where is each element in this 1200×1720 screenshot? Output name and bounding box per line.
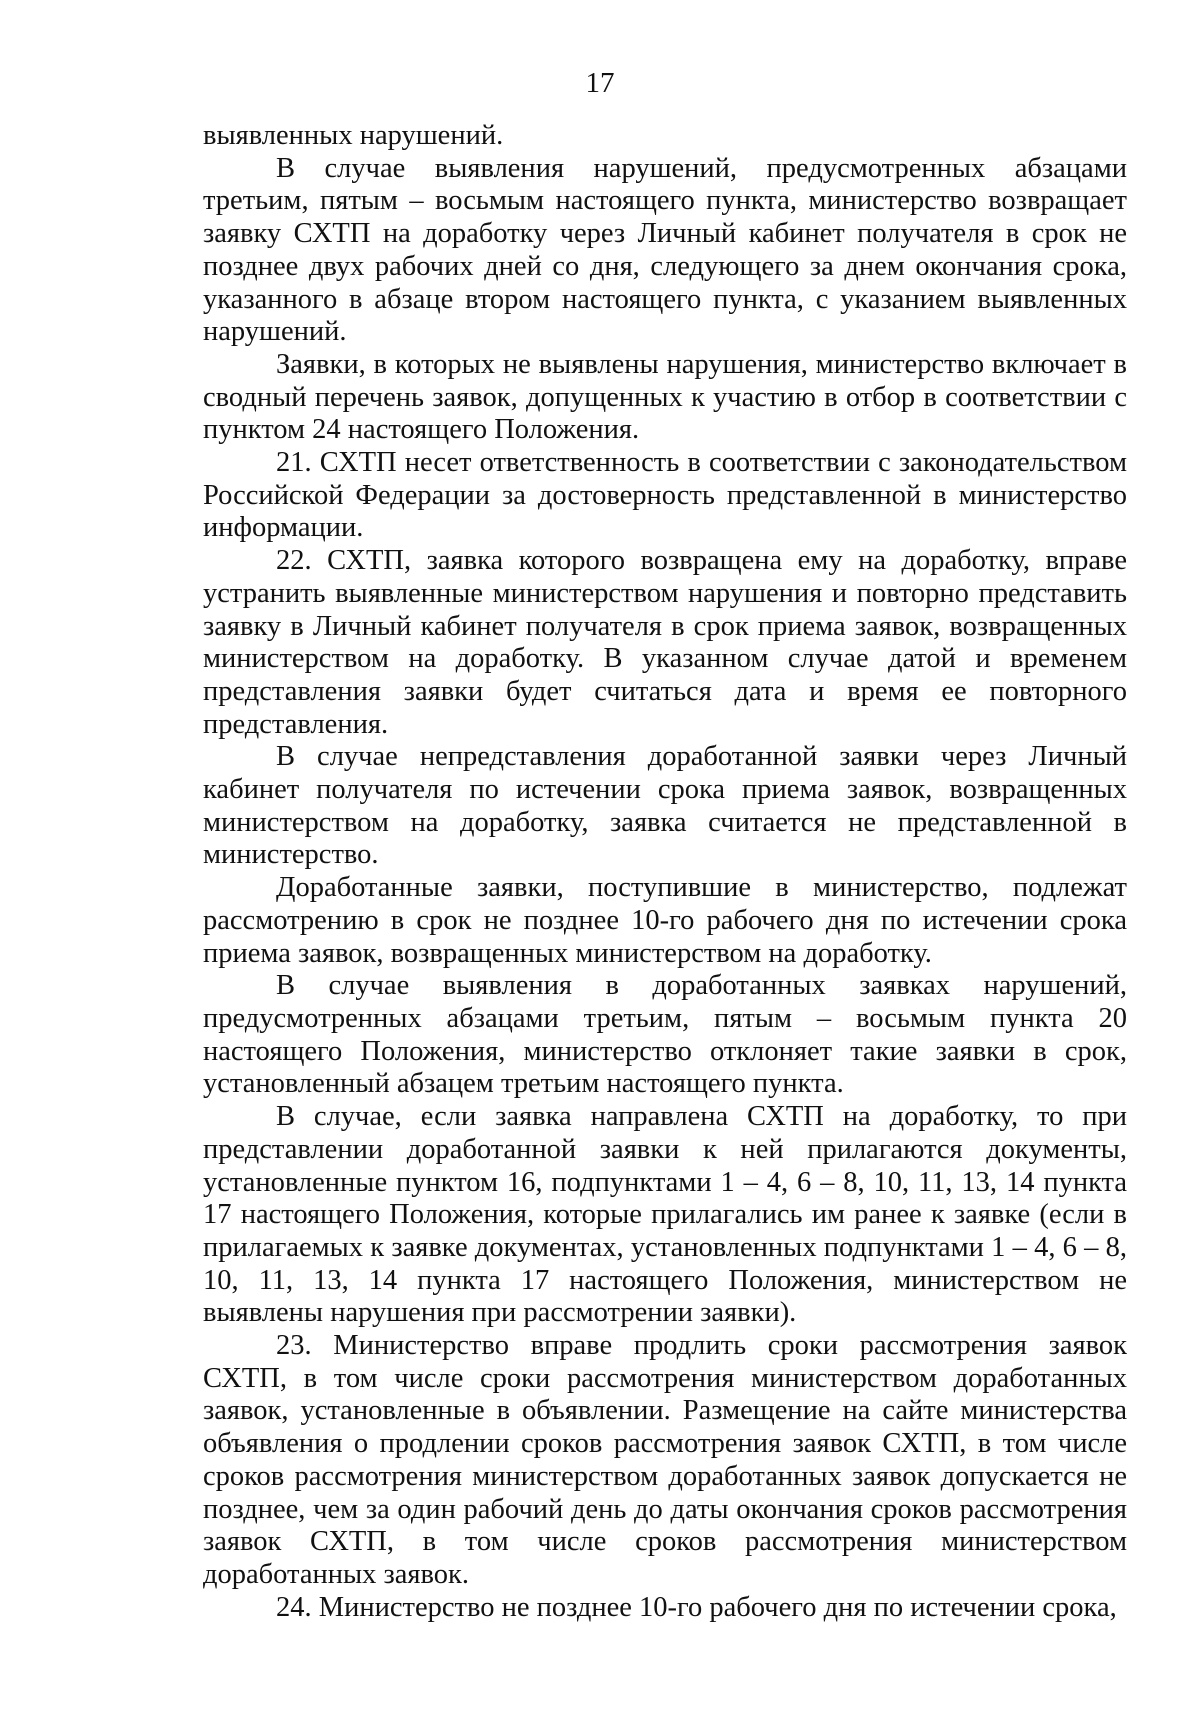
paragraph: В случае выявления нарушений, предусмотренных абзацами третьим, пятым – восьмым настоящего пункта, министерство возвращает заявку СХТП на доработку через Личный кабинет получателя в срок не позднее двух рабочих дней со дня, следующего за днем окончания срока, указанного в абзаце втором настоящего пункта, с указанием выявленных нарушений. [203,152,1127,348]
paragraph-item-23: 23. Министерство вправе продлить сроки рассмотрения заявок СХТП, в том числе сроки рассмотрения министерством доработанных заявок, установленные в объявлении. Размещение на сайте министерства объявления о продлении сроков рассмотрения заявок СХТП, в том числе сроков рассмотрения министерством доработанных заявок допускается не позднее, чем за один рабочий день до даты окончания сроков рассмотрения заявок СХТП, в том числе сроков рассмотрения министерством доработанных заявок. [203,1330,1127,1590]
paragraph-item-24: 24. Министерство не позднее 10-го рабочего дня по истечении срока, [276,1591,1117,1623]
document-body [203,120,1127,1624]
paragraph: Заявки, в которых не выявлены нарушения, министерство включает в сводный перечень заявок, допущенных к участию в отбор в соответствии с пунктом 24 настоящего Положения. [203,348,1127,446]
paragraph: В случае непредставления доработанной заявки через Личный кабинет получателя по истечении срока приема заявок, возвращенных министерством на доработку, заявка считается не представленной в министерство. [203,741,1127,871]
paragraph-item-21: 21. СХТП несет ответственность в соответствии с законодательством Российской Федерации за достоверность представленной в министерство информации. [203,447,1127,544]
page-number: 17 [585,67,615,99]
paragraph-item-22: 22. СХТП, заявка которого возвращена ему на доработку, вправе устранить выявленные министерством нарушения и повторно представить заявку в Личный кабинет получателя в срок приема заявок, возвращенных министерством на доработку. В указанном случае датой и временем представления заявки будет считаться дата и время ее повторного представления. [203,545,1127,740]
paragraph: Доработанные заявки, поступившие в министерство, подлежат рассмотрению в срок не позднее 10-го рабочего дня по истечении срока приема заявок, возвращенных министерством на доработку. [203,872,1127,969]
paragraph: В случае выявления в доработанных заявках нарушений, предусмотренных абзацами третьим, пятым – восьмым пункта 20 настоящего Положения, министерство отклоняет такие заявки в срок, установленный абзацем третьим настоящего пункта. [203,970,1127,1100]
paragraph-continuation: выявленных нарушений. [203,120,504,151]
paragraph: В случае, если заявка направлена СХТП на доработку, то при представлении доработанной заявки к ней прилагаются документы, установленные пунктом 16, подпунктами 1 – 4, 6 – 8, 10, 11, 13, 14 пункта 17 настоящего Положения, которые прилагались им ранее к заявке (если в прилагаемых к заявке документах, установленных подпунктами 1 – 4, 6 – 8, 10, 11, 13, 14 пункта 17 настоящего Положения, министерством не выявлены нарушения при рассмотрении заявки). [203,1101,1127,1329]
